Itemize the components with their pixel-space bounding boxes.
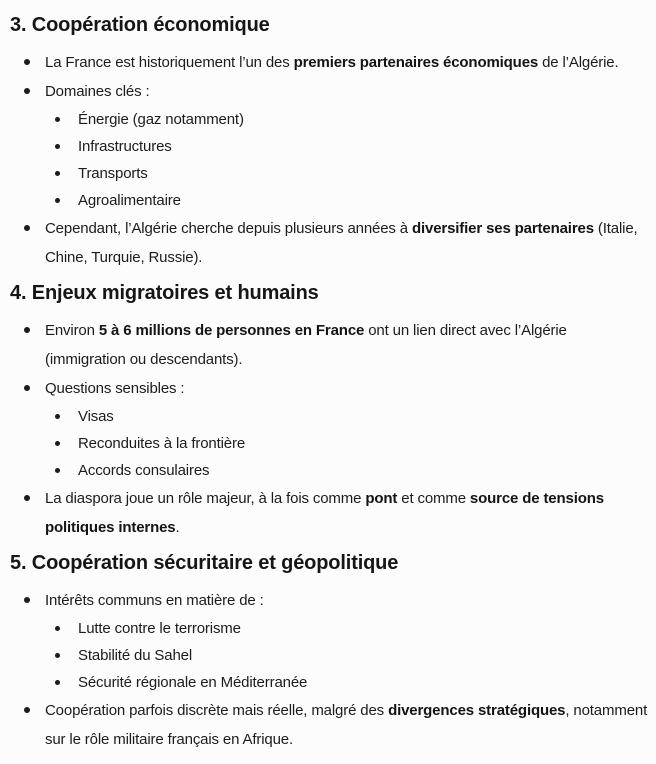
bullet-icon: [24, 495, 30, 501]
text-run: de l’Algérie.: [538, 54, 619, 71]
section-heading: 3. Coopération économique: [10, 14, 270, 36]
list-item: [10, 484, 650, 542]
bullet-icon: [24, 225, 30, 231]
section-heading: 4. Enjeux migratoires et humains: [10, 282, 319, 304]
nested-list-item: [45, 160, 650, 187]
bullet-list: [10, 316, 650, 542]
section-heading: 5. Coopération sécuritaire et géopolitique: [10, 552, 399, 574]
list-item-text: [45, 220, 638, 266]
bold-text-run: divergences stratégiques: [388, 702, 566, 719]
bullet-icon: [24, 385, 30, 391]
nested-list-item-text: Lutte contre le terrorisme: [78, 620, 241, 637]
bullet-icon: [24, 59, 30, 65]
bold-text-run: premiers partenaires économiques: [293, 54, 539, 71]
bold-text-run: diversifier ses partenaires: [412, 220, 594, 237]
nested-list-item-text: Reconduites à la frontière: [78, 435, 246, 452]
nested-list-item-text: Infrastructures: [78, 138, 172, 155]
text-run: La France est historiquement l’un des: [45, 54, 294, 71]
list-item: [10, 316, 650, 374]
list-item-text: [45, 380, 184, 397]
text-run: Domaines clés :: [45, 83, 150, 100]
nested-list-item-text: Sécurité régionale en Méditerranée: [78, 674, 308, 691]
nested-list-item: [45, 187, 650, 214]
bullet-icon: [24, 88, 30, 94]
bullet-icon: [55, 680, 60, 685]
list-item-text: [45, 592, 264, 609]
bullet-icon: [24, 327, 30, 333]
nested-list-item: [45, 106, 650, 133]
list-item-text: [45, 83, 149, 100]
text-run: Coopération parfois discrète mais réelle, malgré des: [45, 702, 389, 719]
text-run: et comme: [397, 490, 470, 507]
section: [10, 550, 650, 754]
bullet-icon: [55, 414, 60, 419]
nested-bullet-list: [45, 403, 650, 484]
bold-text-run: 5 à 6 millions de personnes en France: [98, 322, 365, 339]
bullet-icon: [55, 653, 60, 658]
text-run: (Italie, Chine, Turquie, Russie).: [45, 220, 638, 266]
section: [10, 280, 650, 542]
text-run: La diaspora joue un rôle majeur, à la fois comme: [45, 490, 366, 507]
nested-list-item-text: Transports: [78, 165, 148, 182]
list-item: [10, 374, 650, 484]
nested-list-item-text: Agroalimentaire: [78, 192, 181, 209]
nested-list-item-text: Accords consulaires: [78, 462, 210, 479]
text-run: Intérêts communs en matière de :: [45, 592, 264, 609]
text-run: ont un lien direct avec l’Algérie (immigration ou descendants).: [45, 322, 567, 368]
bullet-list: [10, 48, 650, 272]
bullet-icon: [55, 626, 60, 631]
list-item: [10, 48, 650, 77]
nested-list-item: [45, 615, 650, 642]
nested-bullet-list: [45, 615, 650, 696]
bullet-icon: [55, 441, 60, 446]
text-run: , notamment sur le rôle militaire français en Afrique.: [45, 702, 648, 748]
nested-list-item: [45, 430, 650, 457]
list-item: [10, 77, 650, 214]
section: [10, 12, 650, 272]
bullet-icon: [24, 707, 30, 713]
text-run: Cependant, l’Algérie cherche depuis plusieurs années à: [45, 220, 412, 237]
bullet-icon: [55, 144, 60, 149]
nested-list-item: [45, 403, 650, 430]
list-item-text: [45, 490, 604, 536]
bold-text-run: source de tensions politiques internes: [45, 490, 604, 536]
bullet-icon: [24, 597, 30, 603]
list-item-text: [45, 702, 647, 748]
nested-list-item-text: Énergie (gaz notamment): [78, 111, 244, 128]
text-run: Environ: [45, 322, 99, 339]
nested-list-item: [45, 133, 650, 160]
bullet-list: [10, 586, 650, 754]
list-item: [10, 696, 650, 754]
nested-list-item-text: Stabilité du Sahel: [78, 647, 193, 664]
list-item: [10, 586, 650, 696]
bullet-icon: [55, 198, 60, 203]
list-item-text: [45, 54, 619, 71]
nested-list-item: [45, 642, 650, 669]
text-run: .: [175, 519, 180, 536]
nested-bullet-list: [45, 106, 650, 214]
list-item: [10, 214, 650, 272]
bullet-icon: [55, 117, 60, 122]
nested-list-item: [45, 457, 650, 484]
bullet-icon: [55, 171, 60, 176]
bullet-icon: [55, 468, 60, 473]
text-run: Questions sensibles :: [45, 380, 185, 397]
nested-list-item: [45, 669, 650, 696]
list-item-text: [45, 322, 567, 368]
bold-text-run: pont: [365, 490, 398, 507]
nested-list-item-text: Visas: [78, 408, 114, 425]
